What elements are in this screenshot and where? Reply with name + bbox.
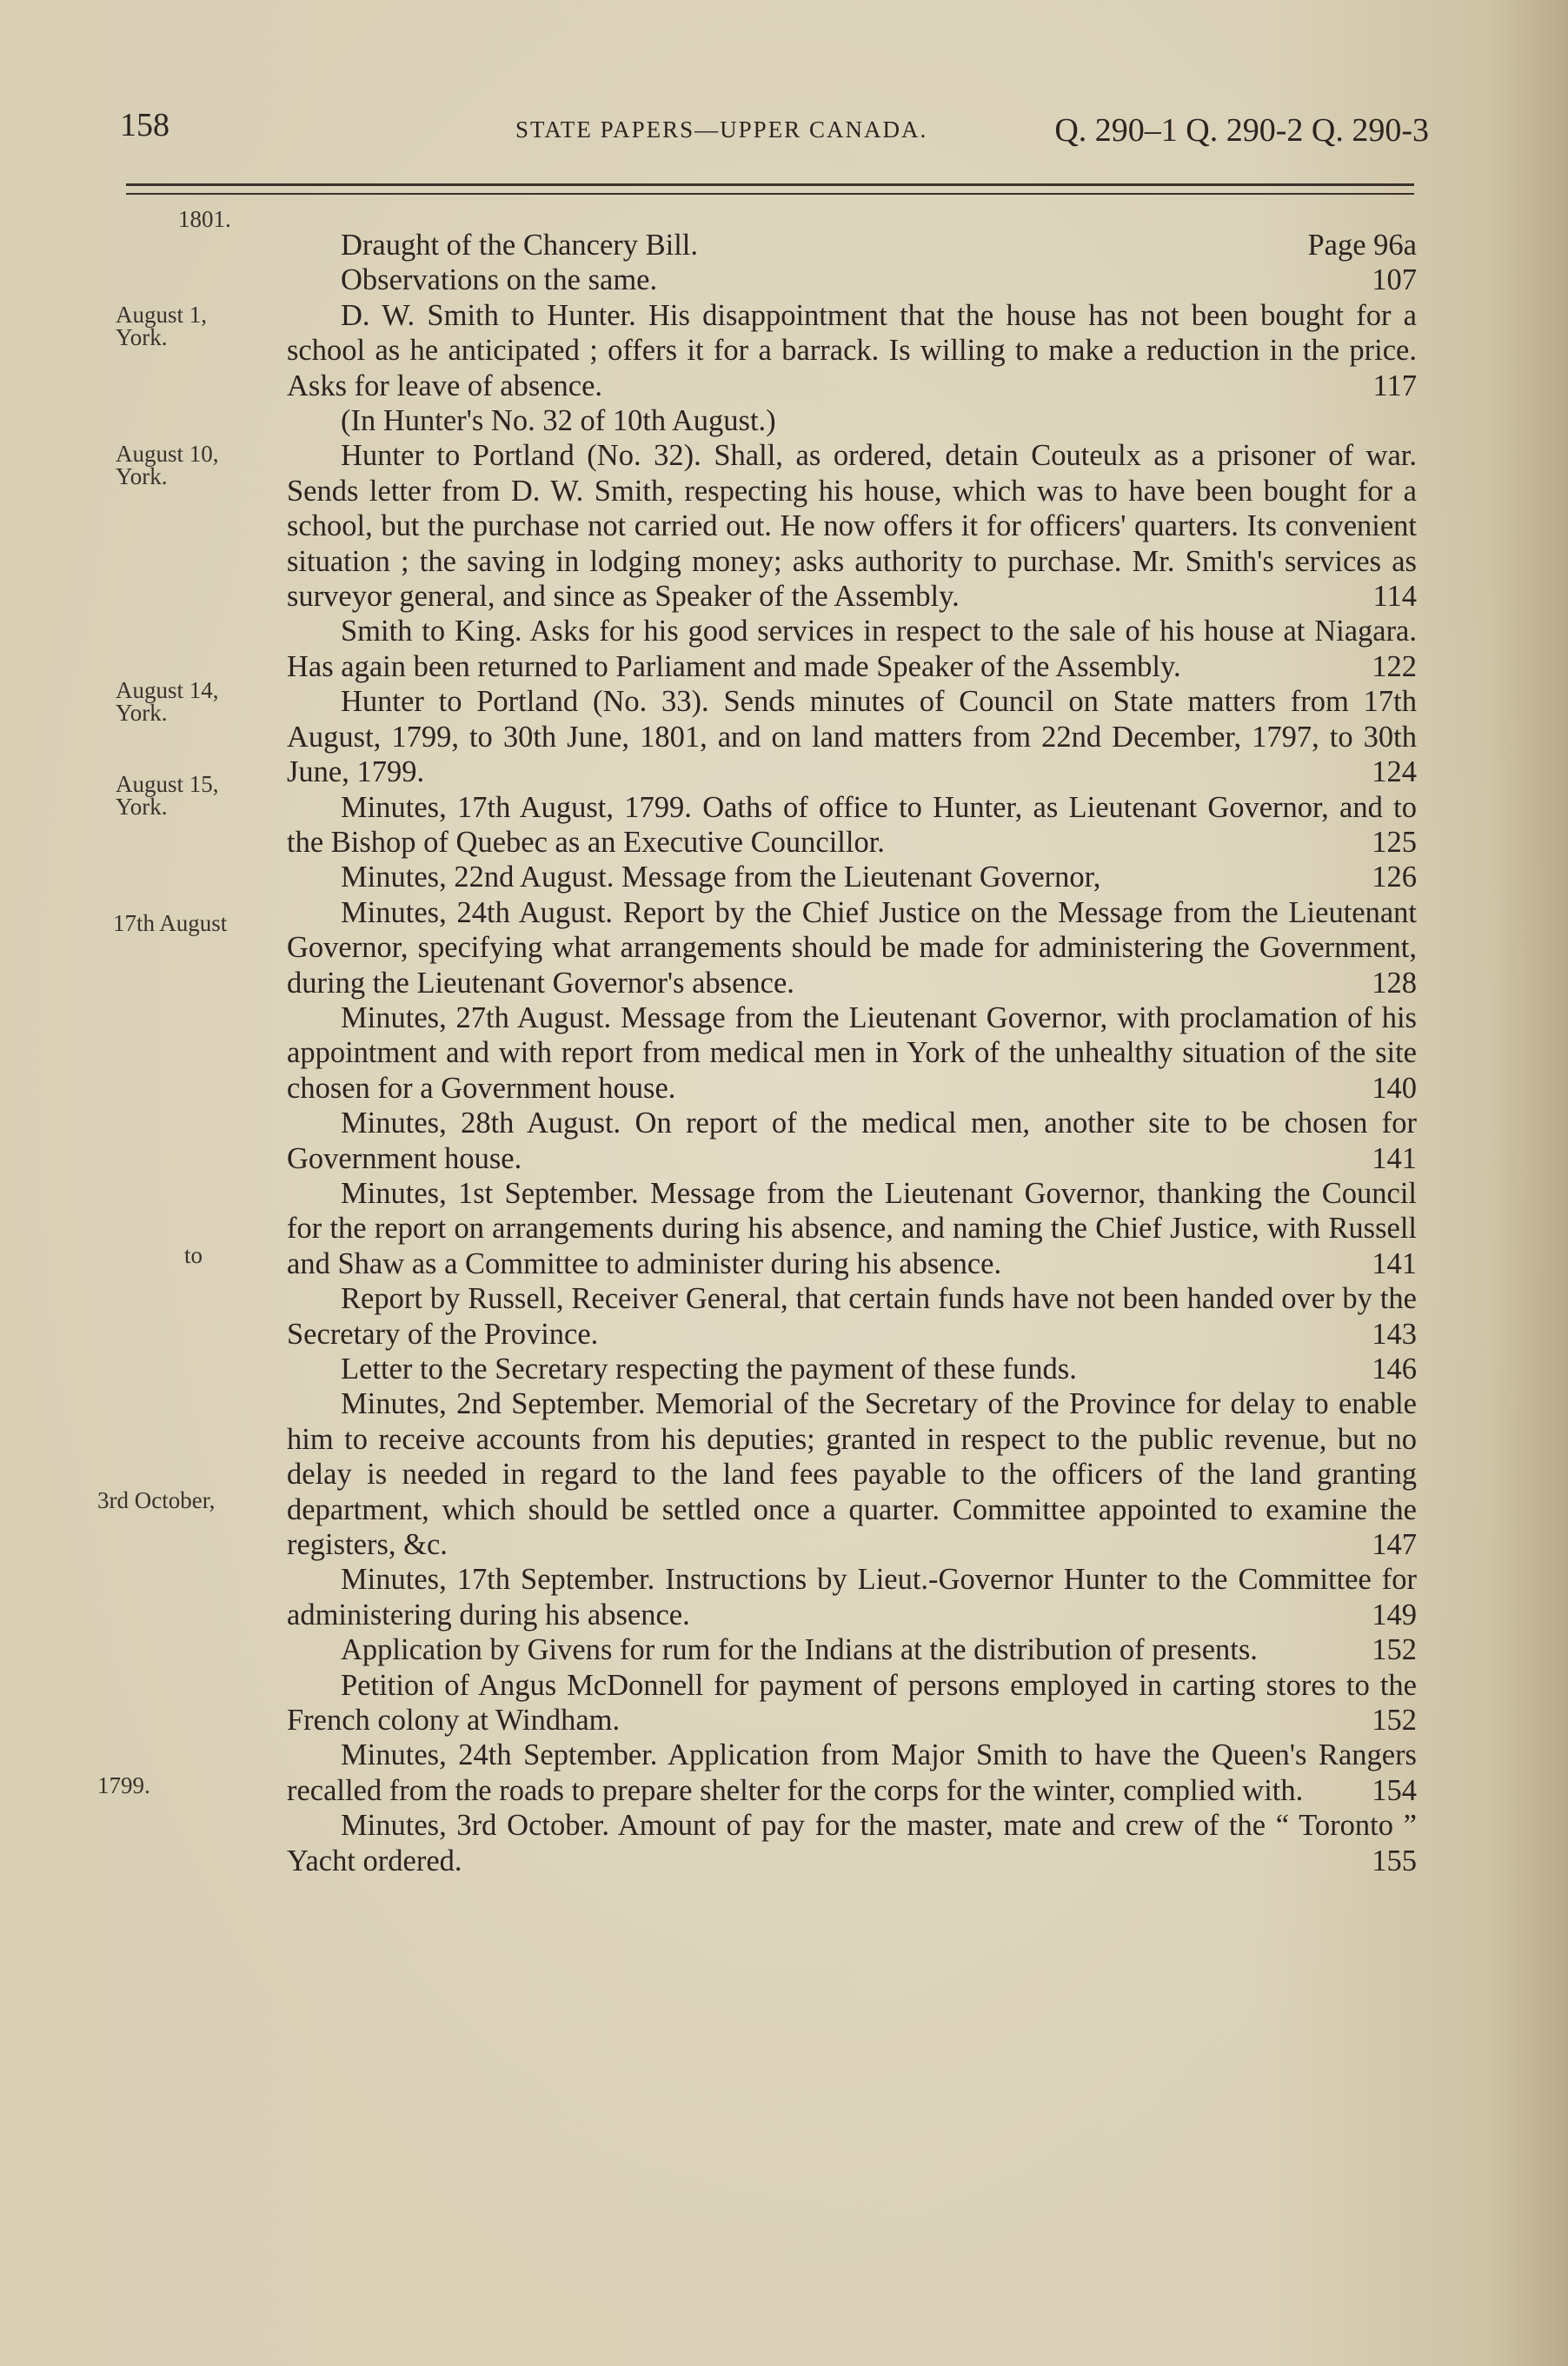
calendar-entry	[287, 614, 1417, 684]
entry-page-ref: Page 96a	[1307, 229, 1417, 262]
margin-date-range-end: 3rd October,	[97, 1487, 216, 1513]
margin-place: York.	[116, 463, 168, 489]
calendar-entry	[287, 1281, 1417, 1352]
entry-page-ref: 143	[1372, 1317, 1417, 1351]
entry-page-ref: 141	[1372, 1141, 1417, 1175]
entry-text: Smith to King. Asks for his good services in respect to the sale of his house at Niagara. Has again been returned to Parliament and made Speaker of the Assembly.	[287, 615, 1417, 683]
margin-year-1801: 1801.	[178, 206, 231, 232]
calendar-entry	[287, 298, 1417, 403]
entry-text: D. W. Smith to Hunter. His disappointment that the house has not been bought for a school as he anticipated ; offers it for a barrack. Is willing to make a reduction in the price. Asks for leave of absence.	[287, 298, 1417, 402]
entry-page-ref: 117	[1372, 369, 1417, 402]
entry-text: Application by Givens for rum for the Indians at the distribution of presents.	[341, 1633, 1258, 1667]
calendar-entry	[287, 1176, 1417, 1281]
margin-place: York.	[116, 700, 168, 726]
entry-page-ref: 124	[1372, 755, 1417, 789]
margin-date-range-start: 17th August	[113, 910, 228, 936]
entry-text: Letter to the Secretary respecting the payment of these funds.	[341, 1352, 1077, 1386]
entry-text: Minutes, 17th September. Instructions by Lieut.-Governor Hunter to the Committee for administering during his absence.	[287, 1563, 1417, 1632]
margin-date: August 10,	[116, 441, 219, 467]
entry-page-ref: 146	[1372, 1352, 1417, 1386]
calendar-entry	[287, 895, 1417, 1000]
calendar-entry	[287, 1738, 1417, 1808]
entry-text: Minutes, 27th August. Message from the Lieutenant Governor, with proclamation of his appointment and with report from medical men in York of the unhealthy situation of the site chosen for a Government house.	[287, 1000, 1417, 1105]
entry-page-ref: 126	[1372, 861, 1417, 894]
entry-text: Hunter to Portland (No. 33). Sends minutes of Council on State matters from 17th August, 1799, to 30th June, 1801, and on land matters from 22nd December, 1797, to 30th June, 1799.	[287, 685, 1417, 789]
entry-page-ref: 128	[1372, 966, 1417, 1000]
running-title: STATE PAPERS—UPPER CANADA.	[515, 116, 928, 143]
entry-page-ref: 155	[1372, 1844, 1417, 1878]
entry-page-ref: 149	[1372, 1598, 1417, 1632]
entry-text: Minutes, 28th August. On report of the medical men, another site to be chosen for Government house.	[287, 1107, 1417, 1175]
entry-page-ref: 125	[1372, 825, 1417, 859]
calendar-entry	[287, 1562, 1417, 1632]
series-references: Q. 290–1 Q. 290-2 Q. 290-3	[1054, 112, 1429, 149]
calendar-entry	[287, 1352, 1417, 1386]
calendar-entry	[287, 1668, 1417, 1738]
entry-page-ref: 114	[1372, 580, 1417, 614]
calendar-entry	[287, 1000, 1417, 1106]
entry-text: Report by Russell, Receiver General, that certain funds have not been handed over by the Secretary of the Province.	[287, 1282, 1417, 1351]
margin-date-range-to: to	[184, 1242, 203, 1268]
entry-text: Minutes, 24th September. Application from Major Smith to have the Queen's Rangers recalled from the roads to prepare shelter for the corps for the winter, complied with.	[287, 1738, 1417, 1807]
margin-place: York.	[116, 324, 168, 350]
entry-page-ref: 152	[1372, 1633, 1417, 1667]
calendar-entry	[287, 1808, 1417, 1878]
entry-page-ref: 122	[1372, 649, 1417, 683]
entry-text: Observations on the same.	[341, 263, 658, 297]
entry-page-ref: 107	[1372, 263, 1417, 297]
margin-place: York.	[116, 794, 168, 820]
calendar-entry	[287, 438, 1417, 614]
entry-page-ref: 140	[1372, 1071, 1417, 1105]
entry-page-ref: 141	[1372, 1246, 1417, 1280]
calendar-entry	[287, 860, 1417, 894]
calendar-entry	[287, 228, 1417, 263]
calendar-entry	[287, 1386, 1417, 1562]
entry-page-ref: 147	[1372, 1528, 1417, 1562]
entry-text: Minutes, 17th August, 1799. Oaths of office to Hunter, as Lieutenant Governor, and to the Bishop of Quebec as an Executive Councillor.	[287, 790, 1417, 859]
entry-page-ref: 152	[1372, 1704, 1417, 1738]
entry-text: Minutes, 1st September. Message from the Lieutenant Governor, thanking the Council for the report on arrangements during his absence, and naming the Chief Justice, with Russell and Shaw as a Committee to administer during his absence.	[287, 1176, 1417, 1280]
margin-date: August 15,	[116, 771, 219, 797]
calendar-entry	[287, 1106, 1417, 1176]
entry-text: Draught of the Chancery Bill.	[341, 229, 699, 262]
entry-text: Petition of Angus McDonnell for payment of persons employed in carting stores to the French colony at Windham.	[287, 1668, 1417, 1738]
calendar-entry	[287, 1632, 1417, 1667]
page-header	[120, 103, 1429, 155]
entry-text: Minutes, 2nd September. Memorial of the Secretary of the Province for delay to enable him to receive accounts from his deputies; granted in respect to the public revenue, but no delay is needed in regard to the land fees payable to the officers of the land granting department, which should be settled once a quarter. Committee appointed to examine the registers, &c.	[287, 1387, 1417, 1562]
entry-text: Minutes, 22nd August. Message from the Lieutenant Governor,	[341, 861, 1101, 894]
calendar-entries	[287, 228, 1417, 1878]
calendar-entry	[287, 403, 1417, 438]
margin-date: August 1,	[116, 302, 208, 328]
header-rule-top	[126, 183, 1414, 186]
calendar-entry	[287, 263, 1417, 297]
header-rule-bottom	[126, 193, 1414, 195]
entry-text: Minutes, 24th August. Report by the Chief Justice on the Message from the Lieutenant Governor, specifying what arrangements should be made for administering the Government, during the Lieutenant Governor's absence.	[287, 895, 1417, 1000]
margin-year-1799: 1799.	[97, 1772, 150, 1798]
entry-text: Minutes, 3rd October. Amount of pay for the master, mate and crew of the “ Toronto ” Yacht ordered.	[287, 1809, 1417, 1878]
entry-text: (In Hunter's No. 32 of 10th August.)	[341, 404, 776, 438]
calendar-entry	[287, 684, 1417, 789]
calendar-entry	[287, 790, 1417, 861]
entry-page-ref: 154	[1372, 1773, 1417, 1807]
margin-date: August 14,	[116, 677, 219, 703]
page-number: 158	[120, 107, 169, 143]
entry-text: Hunter to Portland (No. 32). Shall, as ordered, detain Couteulx as a prisoner of war. Sends letter from D. W. Smith, respecting his house, which was to have been bought for a school, but the purchase not carried out. He now offers it for officers' quarters. Its convenient situation ; the saving in lodging money; asks authority to purchase. Mr. Smith's services as surveyor general, and since as Speaker of the Assembly.	[287, 439, 1417, 614]
